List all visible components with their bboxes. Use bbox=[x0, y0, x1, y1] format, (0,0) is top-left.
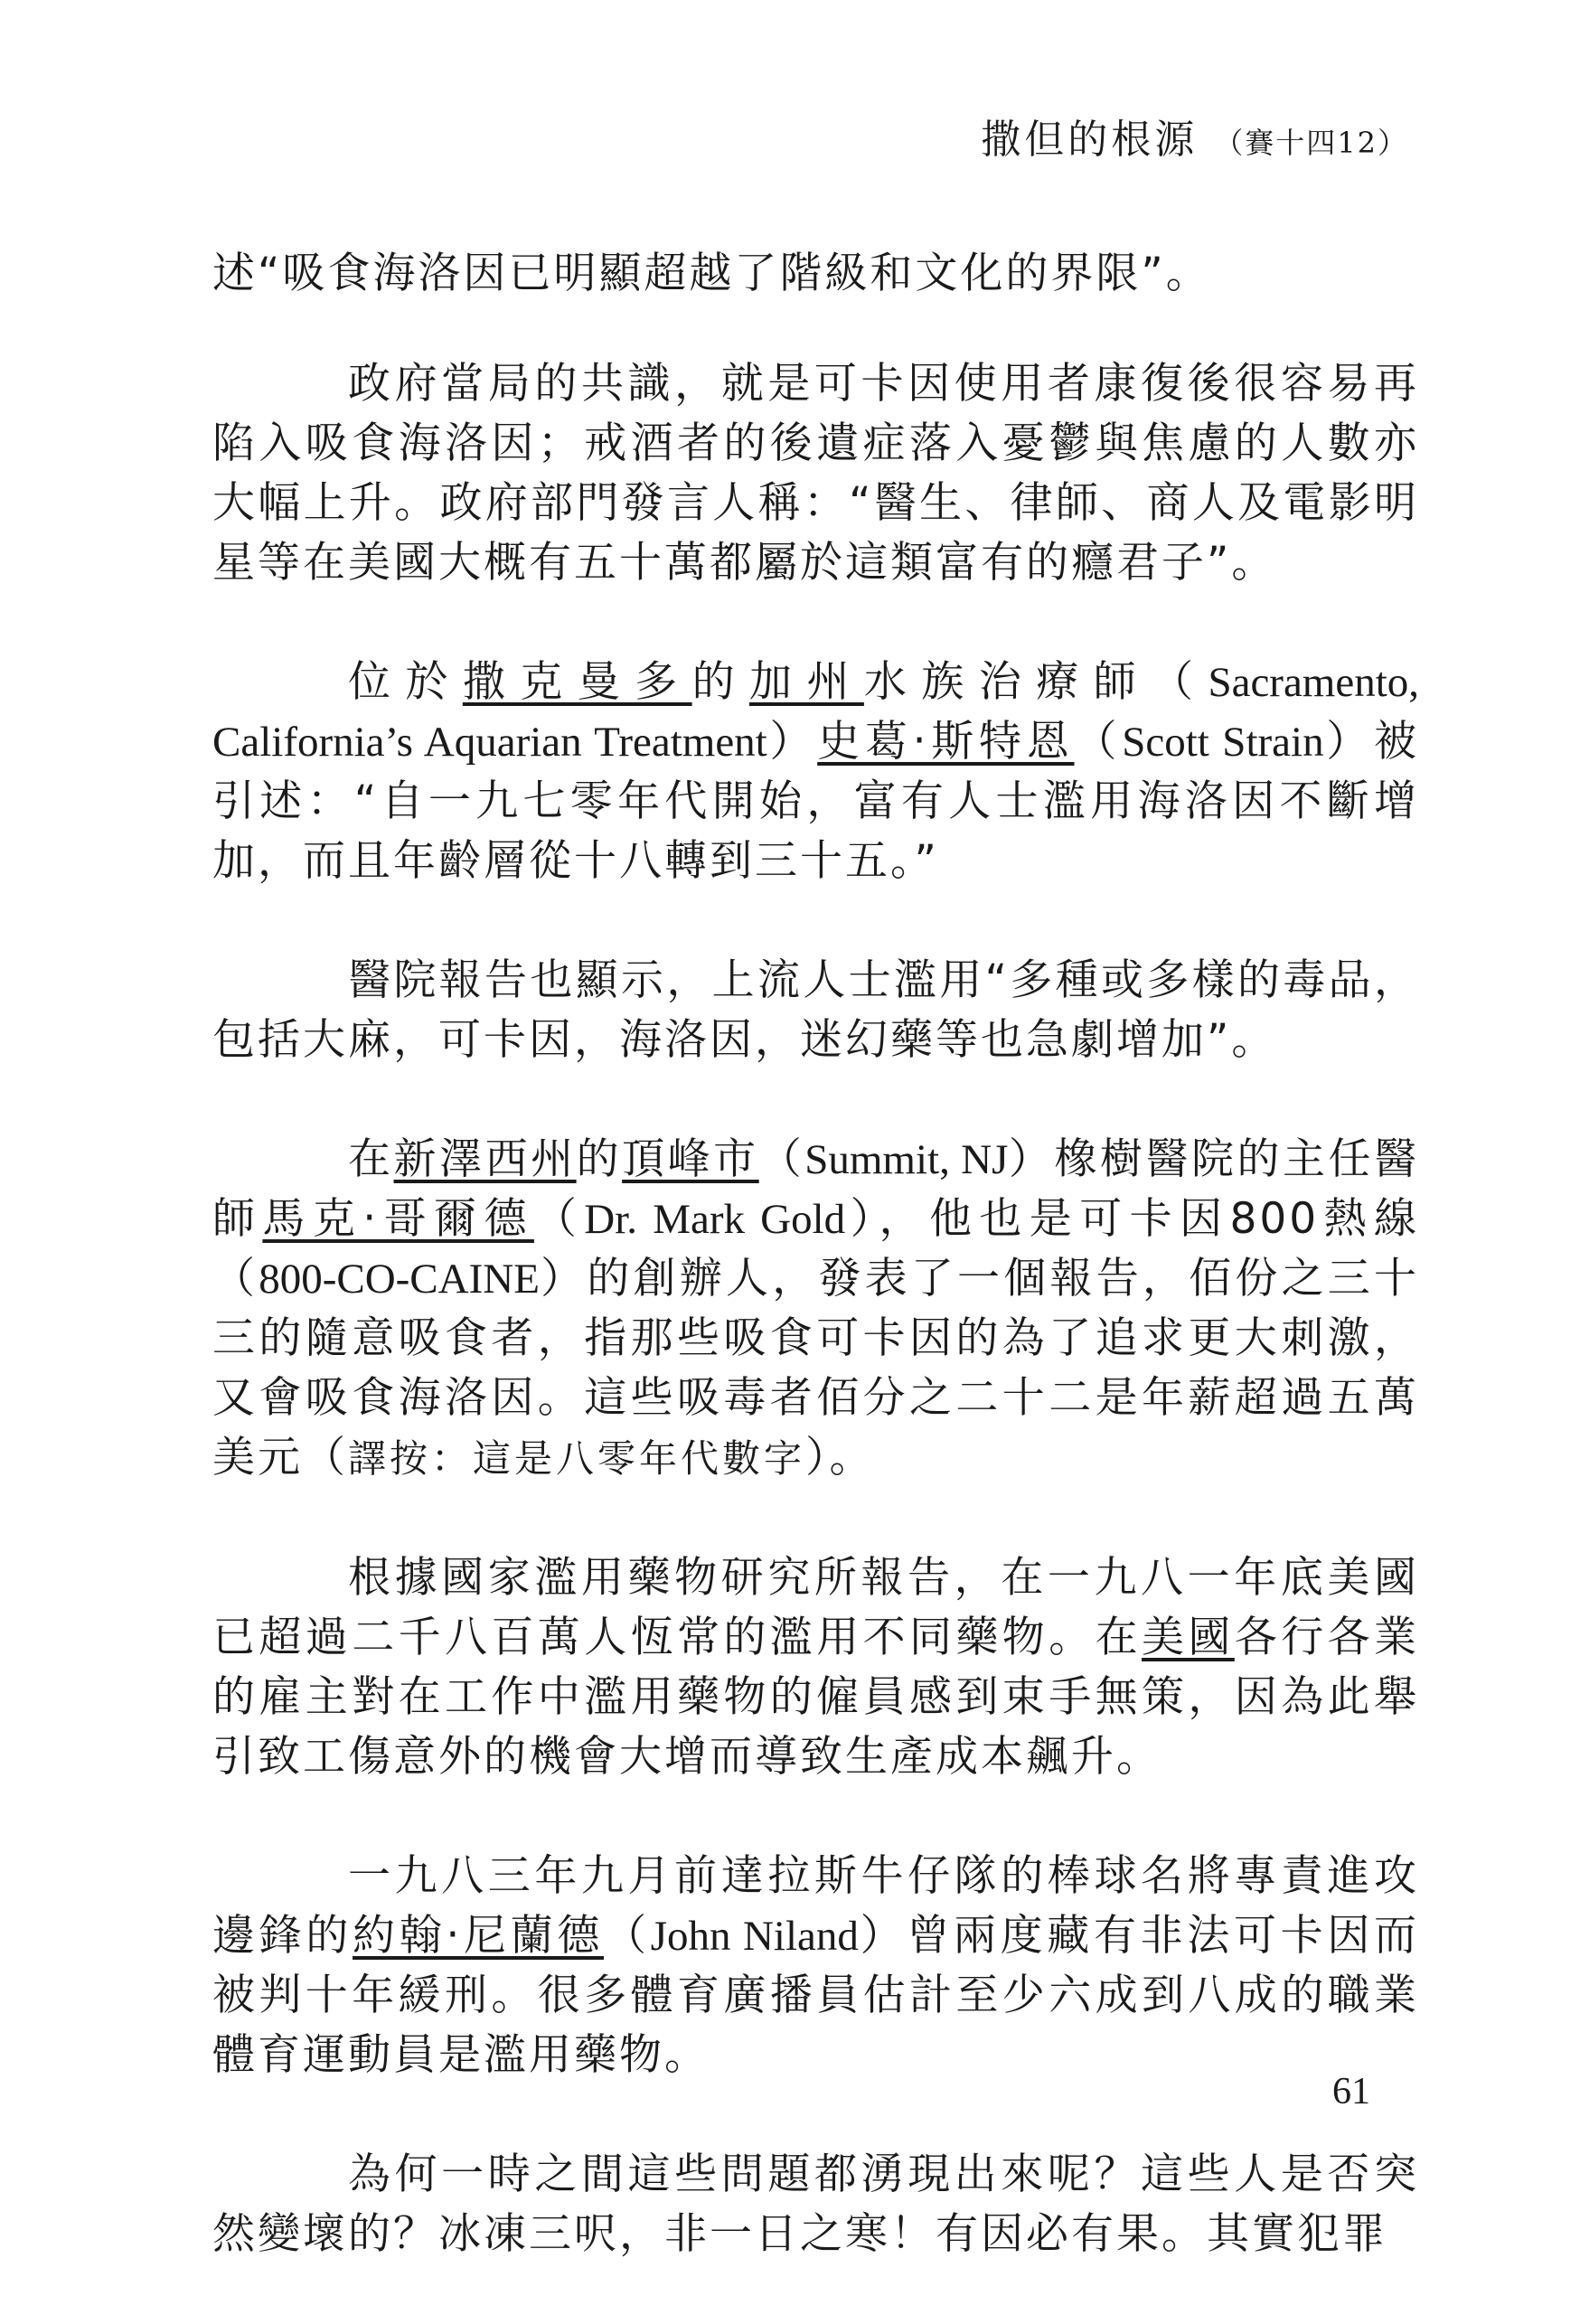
running-head bbox=[981, 107, 1408, 165]
text-run: （ bbox=[758, 1134, 805, 1184]
translator-note: 譯按：這是八零年代數字 bbox=[348, 1436, 806, 1481]
place-name-new-jersey: 新澤西州 bbox=[393, 1134, 577, 1184]
book-title: 撒但的根源 bbox=[981, 117, 1199, 163]
text-run: ） bbox=[766, 717, 818, 767]
place-name-summit: 頂峰市 bbox=[622, 1134, 759, 1184]
person-name-mark-gold: 馬克‧哥爾德 bbox=[262, 1194, 534, 1244]
text-run: ）曾兩度藏有非法可卡因而被判十年緩刑。很多體育廣播員估計至少六成到八成的職業體育運動員是濫用藥物。 bbox=[212, 1911, 1420, 2080]
scripture-reference: （賽十四12） bbox=[1214, 126, 1408, 160]
paragraph-8: 為何一時之間這些問題都湧現出來呢？這些人是否突然變壞的？冰凍三呎，非一日之寒！有因必有果。其實犯罪 bbox=[212, 2150, 1419, 2259]
text-run: ）被引述：“自一九七零年代開始，富有人士濫用海洛因不斷增加，而且年齡層從十八轉到三十五。” bbox=[212, 717, 1420, 886]
paragraph-4: 醫院報告也顯示，上流人士濫用“多種或多樣的毒品，包括大麻，可卡因，海洛因，迷幻藥等也急劇增加”。 bbox=[212, 955, 1419, 1065]
text-run: 各行各業的雇主對在工作中濫用藥物的僱員感到束手無策，因為此舉引致工傷意外的機會大增而導致生產成本飆升。 bbox=[212, 1613, 1420, 1782]
text-run: 水族治療師（ bbox=[863, 657, 1209, 707]
text-run: 位於 bbox=[348, 657, 463, 707]
place-name-sacramento: 撒克曼多 bbox=[462, 657, 692, 707]
text-run: ），他也是可卡因800熱線（ bbox=[212, 1194, 1419, 1303]
paragraph-6 bbox=[212, 1548, 1419, 1787]
place-name-usa: 美國 bbox=[1142, 1613, 1235, 1662]
english-name: Summit, NJ bbox=[804, 1136, 1009, 1183]
english-name: Dr. Mark Gold bbox=[584, 1196, 846, 1243]
paragraph-3 bbox=[212, 653, 1419, 891]
text-run: 的 bbox=[691, 657, 750, 707]
english-name: Scott Strain bbox=[1122, 719, 1324, 766]
body-text bbox=[212, 244, 1419, 2324]
paragraph-2: 政府當局的共識，就是可卡因使用者康復後很容易再陷入吸食海洛因；戒酒者的後遺症落入憂鬱與焦慮的人數亦大幅上升。政府部門發言人稱：“醫生、律師、商人及電影明星等在美國大概有五十萬都屬於這類富有的癮君子”。 bbox=[212, 359, 1419, 588]
text-run: 的 bbox=[576, 1134, 623, 1184]
paragraph-1: 述“吸食海洛因已明顯超越了階級和文化的界限”。 bbox=[212, 249, 1211, 298]
paragraph-7 bbox=[212, 1847, 1419, 2085]
text-run: 在 bbox=[348, 1134, 394, 1184]
text-run: ）。 bbox=[805, 1433, 875, 1482]
english-name: John Niland bbox=[650, 1913, 859, 1960]
text-run: （ bbox=[1074, 717, 1123, 767]
text-run: （ bbox=[604, 1911, 651, 1961]
english-name: Sacramento, California’s Aquarian Treatment bbox=[212, 659, 1420, 766]
text-run: ）橡樹醫院的主任醫師 bbox=[212, 1134, 1420, 1244]
person-name-scott-strain: 史葛‧斯特恩 bbox=[817, 717, 1075, 767]
text-run: ）的創辦人，發表了一個報告，佰份之三十三的隨意吸食者，指那些吸食可卡因的為了追求更大刺激，又會吸食海洛因。這些吸毒者佰分之二十二是年薪超過五萬美元（ bbox=[212, 1254, 1420, 1482]
text-run: 一九八三年九月前達拉斯牛仔隊的棒球名將專責進攻邊鋒的 bbox=[212, 1851, 1419, 1961]
text-run: （ bbox=[533, 1194, 585, 1244]
hotline-number: 800-CO-CAINE bbox=[259, 1256, 540, 1303]
text-run: 根據國家濫用藥物研究所報告，在一九八一年底美國已超過二千八百萬人恆常的濫用不同藥物。在 bbox=[212, 1553, 1419, 1662]
paragraph-5 bbox=[212, 1130, 1419, 1489]
person-name-john-niland: 約翰‧尼蘭德 bbox=[353, 1911, 605, 1961]
place-name-california: 加州 bbox=[749, 657, 864, 707]
page-number: 61 bbox=[1332, 2071, 1370, 2112]
